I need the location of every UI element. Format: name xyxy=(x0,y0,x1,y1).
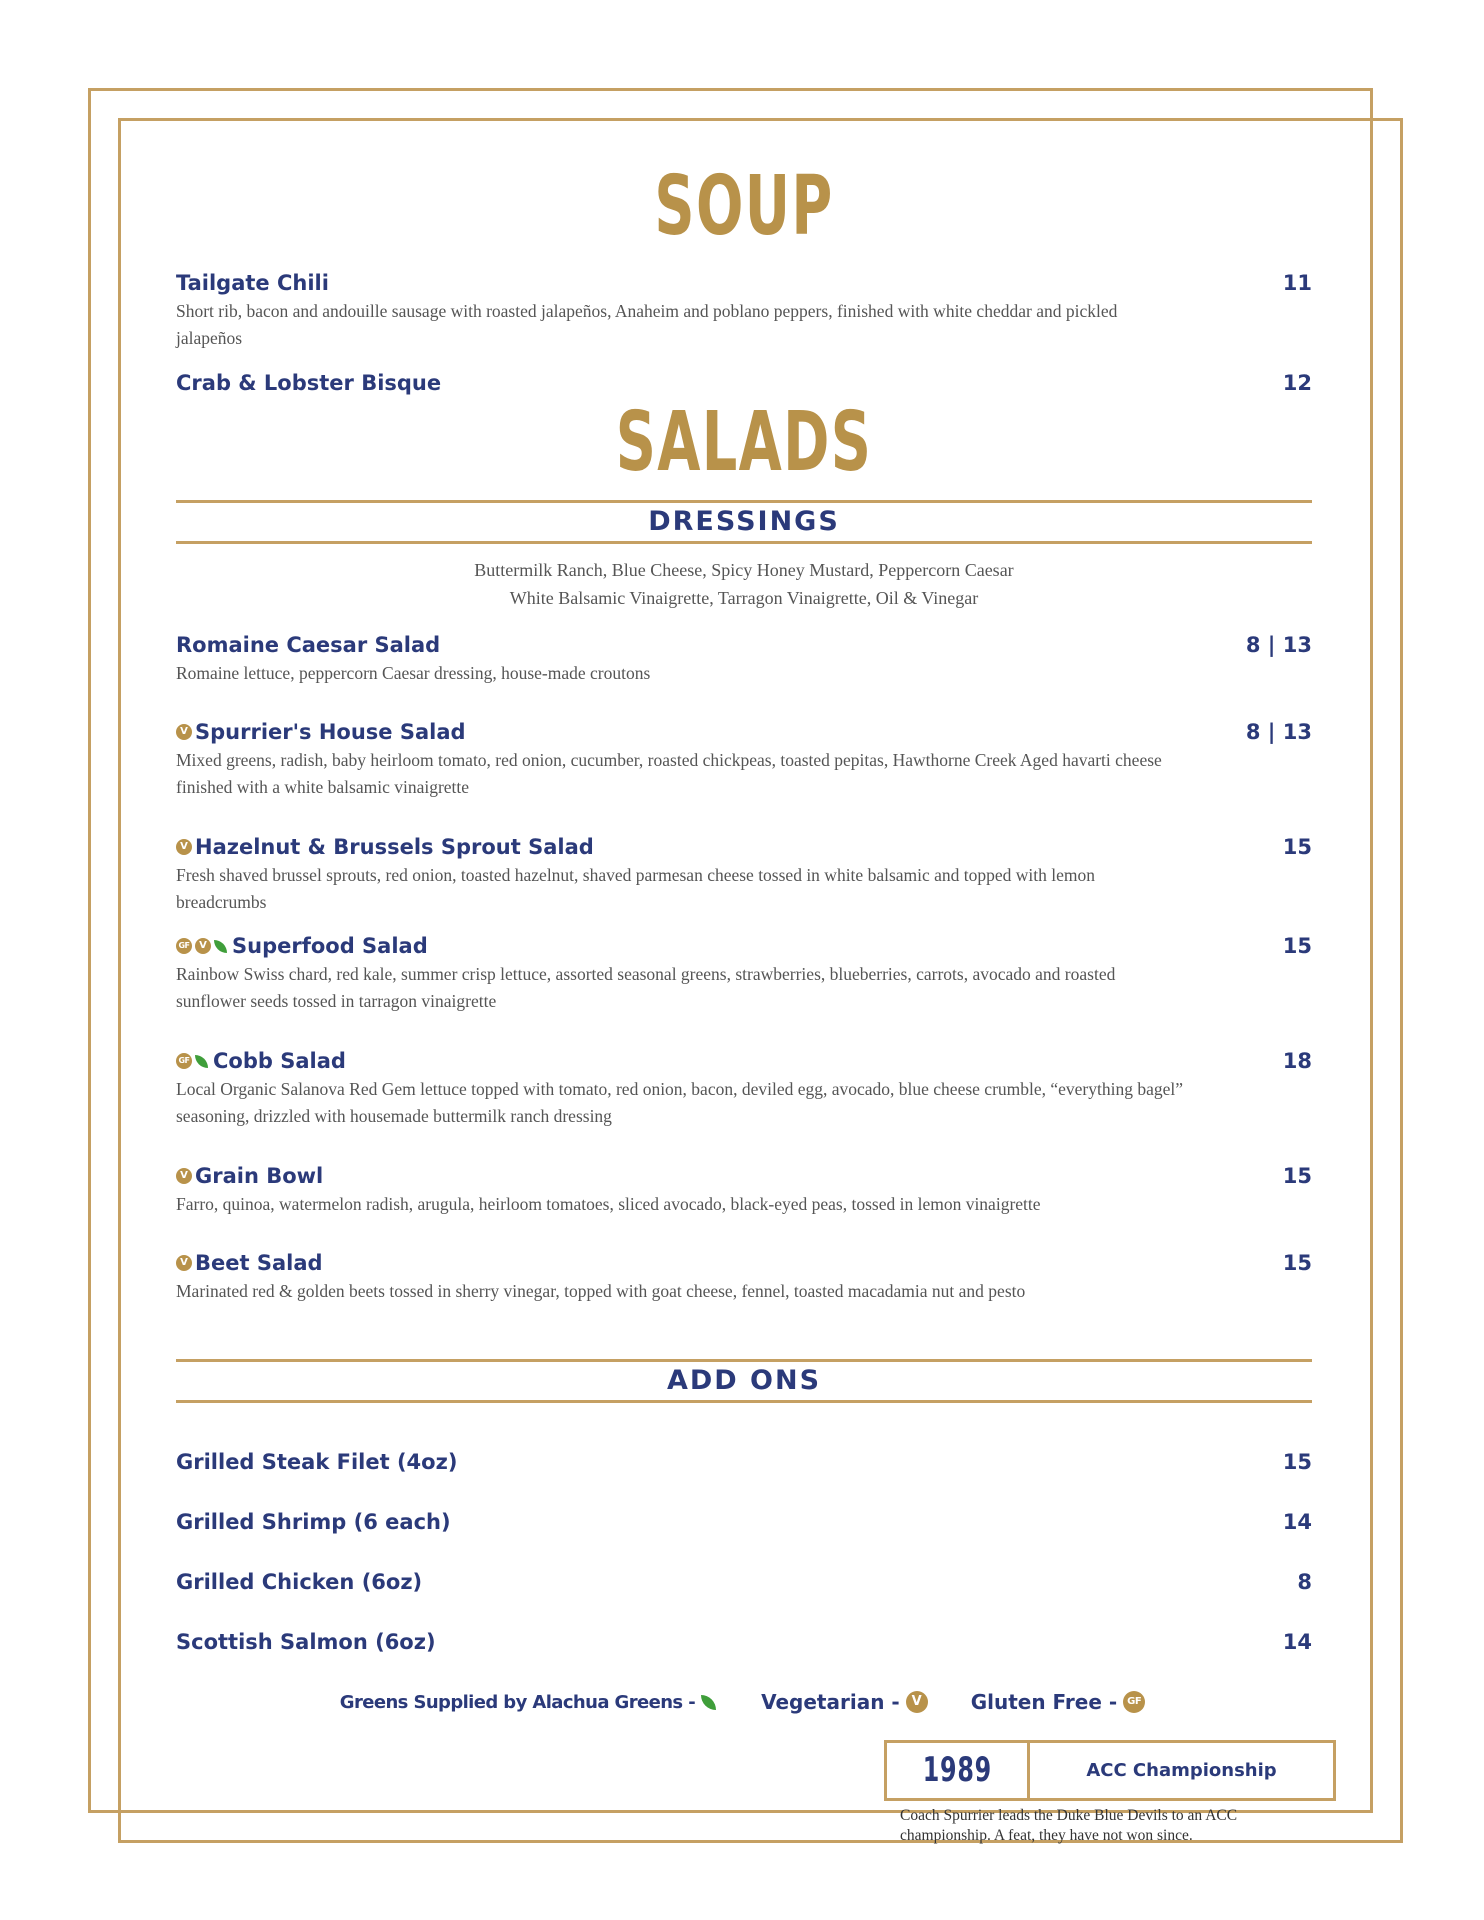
menu-item-grain-bowl xyxy=(176,1162,1312,1218)
item-price: 8 | 13 xyxy=(1245,633,1312,657)
item-description: Fresh shaved brussel sprouts, red onion, toasted hazelnut, shaved parmesan cheese tossed in white balsamic and topped with lemon breadcrumbs xyxy=(176,865,1096,912)
legend-greens xyxy=(340,1692,721,1713)
addon-price: 8 xyxy=(1297,1570,1312,1594)
item-price: 15 xyxy=(1282,835,1312,859)
legend-gluten-free xyxy=(971,1690,1148,1714)
addon-name: Grilled Steak Filet (4oz) xyxy=(176,1450,458,1474)
dressings-list xyxy=(176,556,1312,612)
gluten-free-badge-icon: GF xyxy=(1123,1691,1145,1713)
vegetarian-badge-icon: V xyxy=(906,1691,928,1713)
item-name: Superfood Salad xyxy=(232,934,428,958)
addon-name: Scottish Salmon (6oz) xyxy=(176,1630,436,1654)
item-description: Short rib, bacon and andouille sausage with roasted jalapeños, Anaheim and poblano peppers, finished with white cheddar and pickled jalapeños xyxy=(176,301,1118,348)
item-name: Grain Bowl xyxy=(195,1164,324,1188)
addon-price: 14 xyxy=(1282,1510,1312,1534)
trivia-title: ACC Championship xyxy=(1086,1760,1277,1781)
dietary-legend xyxy=(176,1690,1312,1714)
menu-item-cobb-salad xyxy=(176,1047,1312,1130)
legend-gluten-free-label: Gluten Free - xyxy=(970,1690,1118,1714)
item-name: Cobb Salad xyxy=(213,1049,346,1073)
gluten-free-badge-icon: GF xyxy=(176,938,192,954)
trivia-text: Coach Spurrier leads the Duke Blue Devils to an ACC championship. A feat, they have not won since. xyxy=(900,1807,1238,1844)
trivia-box xyxy=(884,1740,1336,1801)
divider-rule xyxy=(176,1400,1312,1403)
item-description: Rainbow Swiss chard, red kale, summer crisp lettuce, assorted seasonal greens, strawberries, blueberries, carrots, avocado and roasted sunflower seeds tossed in tarragon vinaigrette xyxy=(176,964,1116,1011)
addon-shrimp xyxy=(176,1508,1312,1536)
gluten-free-badge-icon: GF xyxy=(176,1053,192,1069)
leaf-icon xyxy=(701,1695,716,1710)
soup-section-title: SOUP xyxy=(654,159,834,254)
menu-item-hazelnut-brussels xyxy=(176,833,1312,916)
vegetarian-badge-icon: V xyxy=(195,938,211,954)
item-name: Romaine Caesar Salad xyxy=(176,633,441,657)
vegetarian-badge-icon: V xyxy=(176,839,192,855)
legend-greens-label: Greens Supplied by Alachua Greens - xyxy=(339,1691,696,1713)
item-name: Hazelnut & Brussels Sprout Salad xyxy=(195,835,594,859)
addon-name: Grilled Chicken (6oz) xyxy=(176,1570,423,1594)
item-name: Crab & Lobster Bisque xyxy=(176,371,442,395)
vegetarian-badge-icon: V xyxy=(176,724,192,740)
item-name: Beet Salad xyxy=(195,1251,323,1275)
addon-name: Grilled Shrimp (6 each) xyxy=(176,1510,451,1534)
legend-vegetarian-label: Vegetarian - xyxy=(761,1690,900,1714)
item-price: 8 | 13 xyxy=(1245,720,1312,744)
vegetarian-badge-icon: V xyxy=(176,1168,192,1184)
divider-rule xyxy=(176,541,1312,544)
item-price: 12 xyxy=(1282,371,1312,395)
menu-item-superfood-salad xyxy=(176,932,1312,1015)
menu-item-romaine-caesar xyxy=(176,631,1312,687)
addons-heading: ADD ONS xyxy=(666,1365,822,1396)
menu-item-house-salad xyxy=(176,718,1312,801)
salads-section-title: SALADS xyxy=(615,395,873,490)
item-price: 18 xyxy=(1282,1049,1312,1073)
leaf-icon xyxy=(214,940,227,953)
legend-vegetarian xyxy=(761,1690,931,1714)
addon-price: 14 xyxy=(1282,1630,1312,1654)
addon-steak-filet xyxy=(176,1448,1312,1476)
item-price: 15 xyxy=(1282,1251,1312,1275)
item-price: 15 xyxy=(1282,934,1312,958)
menu-item-crab-lobster-bisque xyxy=(176,369,1312,397)
trivia-year-text: 1989 xyxy=(922,1750,992,1790)
addon-salmon xyxy=(176,1628,1312,1656)
item-price: 11 xyxy=(1282,271,1312,295)
addon-price: 15 xyxy=(1282,1450,1312,1474)
item-description: Mixed greens, radish, baby heirloom tomato, red onion, cucumber, roasted chickpeas, toasted pepitas, Hawthorne Creek Aged havarti cheese finished with a white balsamic vinaigrette xyxy=(176,750,1162,797)
vegetarian-badge-icon: V xyxy=(176,1255,192,1271)
item-name: Spurrier's House Salad xyxy=(195,720,466,744)
dressings-line-1: Buttermilk Ranch, Blue Cheese, Spicy Honey Mustard, Peppercorn Caesar xyxy=(474,560,1014,580)
item-description: Local Organic Salanova Red Gem lettuce topped with tomato, red onion, bacon, deviled egg, avocado, blue cheese crumble, “everything bagel” seasoning, drizzled with housemade buttermilk ranch dressing xyxy=(176,1079,1184,1126)
item-description: Farro, quinoa, watermelon radish, arugula, heirloom tomatoes, sliced avocado, black-eyed peas, tossed in lemon vinaigrette xyxy=(176,1194,1041,1214)
dressings-line-2: White Balsamic Vinaigrette, Tarragon Vinaigrette, Oil & Vinegar xyxy=(509,588,979,608)
item-description: Romaine lettuce, peppercorn Caesar dressing, house-made croutons xyxy=(176,663,651,683)
trivia-year xyxy=(887,1743,1030,1798)
item-name: Tailgate Chili xyxy=(176,271,329,295)
divider-rule xyxy=(176,500,1312,503)
leaf-icon xyxy=(195,1055,208,1068)
addon-chicken xyxy=(176,1568,1312,1596)
item-price: 15 xyxy=(1282,1164,1312,1188)
menu-item-tailgate-chili xyxy=(176,269,1312,352)
dressings-heading: DRESSINGS xyxy=(648,506,840,537)
menu-item-beet-salad xyxy=(176,1249,1312,1305)
divider-rule xyxy=(176,1359,1312,1362)
item-description: Marinated red & golden beets tossed in sherry vinegar, topped with goat cheese, fennel, toasted macadamia nut and pesto xyxy=(176,1281,1026,1301)
